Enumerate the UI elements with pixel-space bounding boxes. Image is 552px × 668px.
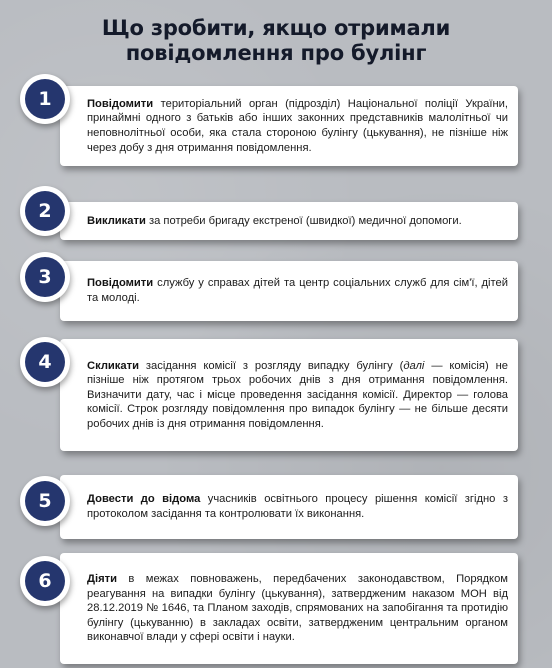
title-line-2: повідомлення про булінг bbox=[125, 41, 427, 65]
step-number-5: 5 bbox=[25, 481, 65, 521]
step-number-2: 2 bbox=[25, 191, 65, 231]
step-text-2 bbox=[87, 214, 508, 229]
step-body-4-before: засідання комісії з розгляду випадку булінгу ( bbox=[138, 359, 404, 372]
step-text-1 bbox=[87, 97, 508, 155]
step-text-6 bbox=[87, 572, 508, 645]
step-bold-1: Повідомити bbox=[87, 97, 154, 110]
step-card-2 bbox=[60, 202, 518, 240]
step-number-4: 4 bbox=[25, 342, 65, 382]
step-body-3: службу у справах дітей та центр соціальних служб для сім'ї, дітей та молоді. bbox=[87, 277, 508, 304]
step-body-5: учасників освітнього процесу рішення комісії згідно з протоколом засідання та контролювати їх виконання. bbox=[87, 493, 508, 520]
step-bold-2: Викликати bbox=[87, 214, 146, 227]
step-card-3 bbox=[60, 261, 518, 321]
step-bold-6: Діяти bbox=[87, 573, 117, 586]
step-text-3 bbox=[87, 276, 508, 305]
step-text-4 bbox=[87, 359, 508, 432]
step-number-3: 3 bbox=[25, 257, 65, 297]
step-badge-5 bbox=[20, 476, 70, 526]
page-title bbox=[0, 16, 552, 66]
step-italic-4: далі bbox=[403, 359, 425, 372]
step-card-4 bbox=[60, 339, 518, 451]
title-line-1: Що зробити, якщо отримали bbox=[101, 16, 451, 40]
step-card-6 bbox=[60, 553, 518, 664]
step-card-5 bbox=[60, 475, 518, 539]
step-badge-2 bbox=[20, 186, 70, 236]
step-body-6: в межах повноважень, передбачених законодавством, Порядком реагування на випадки булінгу (цькування), затвердженим наказом МОН від 28.12.2019 № 1646, та Планом заходів, спрямованих на запобігання та протидію булінгу (цькуванню) в закладах освіти, затвердженим центральним органом виконавчої влади у сфері освіти і науки. bbox=[87, 573, 508, 644]
step-body-2: за потреби бригаду екстреної (швидкої) медичної допомоги. bbox=[145, 214, 462, 227]
step-badge-3 bbox=[20, 252, 70, 302]
step-badge-4 bbox=[20, 337, 70, 387]
step-bold-3: Повідомити bbox=[87, 277, 154, 290]
step-text-5 bbox=[87, 492, 508, 521]
step-body-4: — комісія) не пізніше ніж протягом трьох робочих днів з дня отримання повідомлення. Визначити дату, час і місце проведення засідання комісії. Директор — голова комісії. Строк розгляду повідомлення про випадок булінгу — не більше десяти робочих днів із дня отримання повідомлення. bbox=[87, 359, 508, 430]
step-number-1: 1 bbox=[25, 79, 65, 119]
step-bold-4: Скликати bbox=[87, 359, 139, 372]
step-badge-1 bbox=[20, 74, 70, 124]
step-body-1: територіальний орган (підрозділ) Національної поліції України, принаймні одного з батьків або інших законних представників малолітньої чи неповнолітньої особи, яка стала стороною булінгу (цькування), не пізніше ніж через добу з дня отримання повідомлення. bbox=[87, 97, 508, 154]
step-badge-6 bbox=[20, 556, 70, 606]
step-card-1 bbox=[60, 86, 518, 166]
step-number-6: 6 bbox=[25, 561, 65, 601]
step-bold-5: Довести до відома bbox=[87, 493, 201, 506]
